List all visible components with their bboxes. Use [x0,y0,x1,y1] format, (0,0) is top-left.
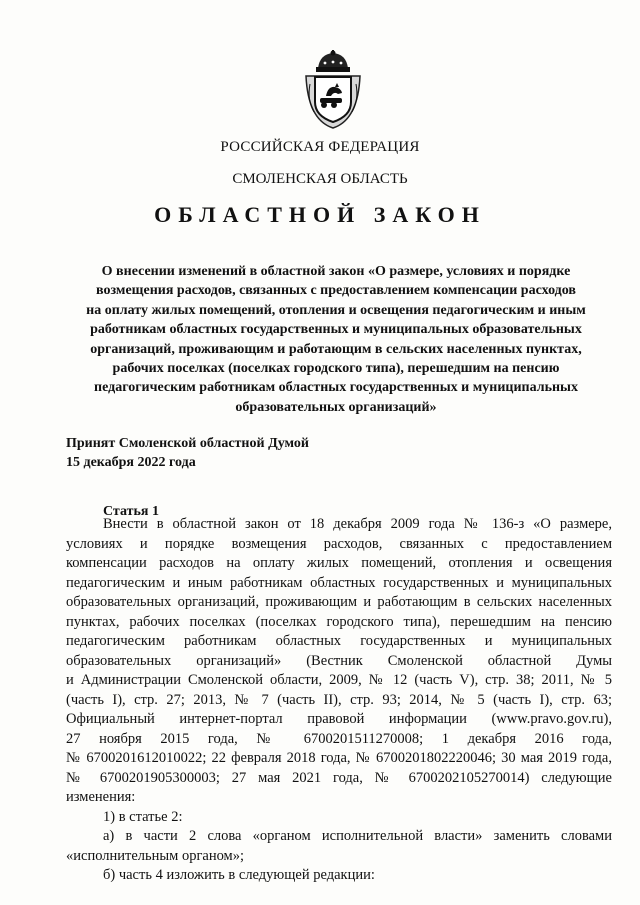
body-line: а) в части 2 слова «органом исполнительной власти» заменить словами [103,828,612,844]
body-line: образовательных организаций, проживающим и работающим в сельских населенных [66,594,612,610]
body-line: «исполнительным органом»; [66,847,245,864]
document-type-heading: ОБЛАСТНОЙ ЗАКОН [154,202,486,227]
article-body [66,515,612,886]
region-name: СМОЛЕНСКАЯ ОБЛАСТЬ [232,171,408,187]
body-line: Внести в областной закон от 18 декабря 2009 года № 136-з «О размере, [103,516,612,532]
adoption-date: 15 декабря 2022 года [66,455,196,470]
adoption-body: Принят Смоленской областной Думой [66,436,309,451]
body-line: педагогическим работникам областных государственных и муниципальных [66,633,612,649]
law-title-line: педагогическим работникам областных государственных и муниципальных [94,380,578,396]
smolensk-coat-of-arms-emblem [298,50,368,130]
law-title-line: работникам областных государственных и муниципальных образовательных [90,322,582,338]
body-line: Официальный интернет-портал правовой информации (www.pravo.gov.ru), [66,711,612,727]
body-line: педагогическим и иным работникам областных государственных и муниципальных [66,574,612,591]
law-title-line: О внесении изменений в областной закон «О размере, условиях и порядке [101,264,571,279]
adoption-info [66,434,309,472]
body-line: б) часть 4 изложить в следующей редакции: [103,867,375,883]
article-heading: Статья 1 [103,504,159,519]
body-line: № 6700201905300003; 27 мая 2021 года, № 6700202105270014) следующие [66,769,612,786]
body-line: № 6700201612010022; 22 февраля 2018 года, № 6700201802220046; 30 мая 2019 года, [66,750,612,766]
law-title-line: организаций, проживающим и работающим в сельских населенных пунктах, [90,341,582,357]
body-line: 1) в статье 2: [103,808,183,825]
body-line: и Администрации Смоленской области, 2009, № 12 (часть V), стр. 38; 2011, № 5 [66,672,612,688]
body-line: изменения: [66,789,136,805]
body-line: 27 ноября 2015 года, № 6700201511270008; 1 декабря 2016 года, [66,730,612,747]
body-line: образовательных организаций» (Вестник Смоленской областной Думы [66,652,612,669]
body-line: (часть I), стр. 27; 2013, № 7 (часть II), стр. 93; 2014, № 5 (часть I), стр. 63; [66,691,612,708]
country-name: РОССИЙСКАЯ ФЕДЕРАЦИЯ [220,139,420,155]
law-title-line: возмещения расходов, связанных с предоставлением компенсации расходов [96,283,576,299]
body-line: пунктах, рабочих поселках (поселках городского типа), перешедшим на пенсию [66,613,612,630]
body-line: условиях и порядке возмещения расходов, связанных с предоставлением [66,535,612,552]
body-line: компенсации расходов на оплату жилых помещений, отопления и освещения [66,555,612,571]
law-title-line: образовательных организаций» [235,399,437,415]
law-title-line: рабочих поселках (поселках городского типа), перешедшим на пенсию [112,361,560,377]
law-title [62,262,610,417]
law-title-line: на оплату жилых помещений, отопления и освещения педагогическим и иным [86,302,586,318]
